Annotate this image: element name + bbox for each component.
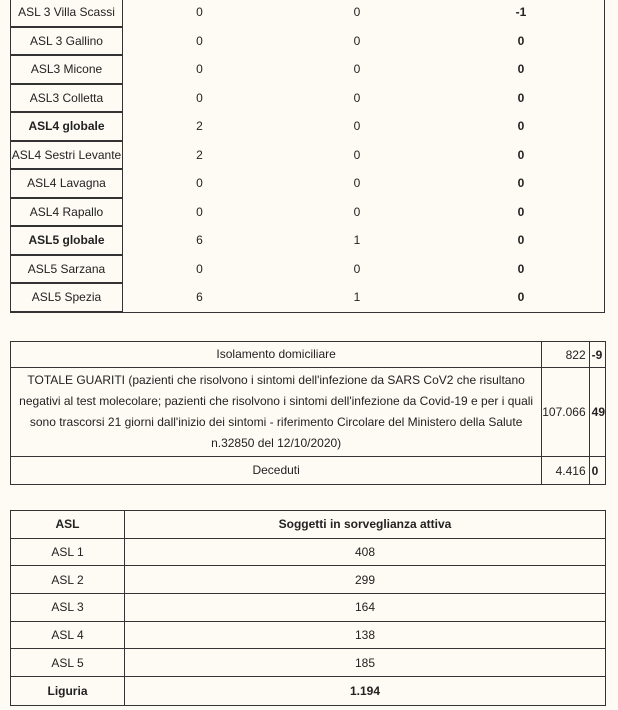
asl-cell: ASL 2	[11, 566, 125, 594]
sorveglianza-header-row	[11, 511, 605, 539]
table-row	[10, 27, 604, 56]
guariti-value: 107.066	[542, 368, 589, 457]
table-row	[11, 539, 605, 567]
value-cell: 0	[353, 176, 361, 191]
value-cell: 0	[353, 119, 361, 134]
value-cell: 0	[353, 62, 361, 77]
asl-name-cell: ASL5 Spezia	[10, 283, 123, 312]
asl-name-cell: ASL5 globale	[10, 226, 123, 255]
asl-name-cell: ASL3 Micone	[10, 55, 123, 84]
table-row	[10, 283, 604, 312]
variation-cell: 0	[517, 90, 525, 105]
asl-name-cell: ASL4 globale	[10, 112, 123, 141]
asl-name-cell: ASL4 Rapallo	[10, 198, 123, 227]
value-cell: 1	[353, 233, 361, 248]
asl-hospital-table	[10, 0, 605, 313]
asl-name-cell: ASL4 Lavagna	[10, 169, 123, 198]
table-row	[11, 622, 605, 650]
value-cell: 0	[353, 147, 361, 162]
asl-cell: ASL 4	[11, 622, 125, 650]
table-row	[10, 112, 604, 141]
deceduti-diff: 0	[591, 463, 599, 478]
count-cell: 299	[125, 566, 605, 594]
guariti-row	[11, 368, 605, 457]
table-row	[10, 226, 604, 255]
asl-name-cell: ASL 3 Gallino	[10, 27, 123, 56]
table-row	[10, 141, 604, 170]
table-row	[10, 198, 604, 227]
asl-name-cell: ASL3 Colletta	[10, 84, 123, 113]
value-cell: 0	[353, 5, 361, 20]
isolamento-row	[11, 342, 605, 368]
value-cell: 2	[196, 119, 203, 134]
total-label: Liguria	[11, 677, 125, 705]
count-cell: 185	[125, 649, 605, 677]
table-row	[10, 169, 604, 198]
value-cell: 0	[353, 90, 361, 105]
value-cell: 0	[196, 261, 203, 276]
variation-cell: 0	[517, 233, 525, 248]
asl-name-cell: ASL4 Sestri Levante	[10, 141, 123, 170]
table-row	[11, 649, 605, 677]
header-soggetti: Soggetti in sorveglianza attiva	[125, 511, 605, 539]
asl-cell: ASL 3	[11, 594, 125, 622]
value-cell: 0	[196, 33, 203, 48]
value-cell: 0	[353, 33, 361, 48]
asl-name-cell: ASL5 Sarzana	[10, 255, 123, 284]
table-row	[11, 594, 605, 622]
table-row	[11, 566, 605, 594]
deceduti-label: Deceduti	[11, 457, 542, 484]
isolamento-label: Isolamento domiciliare	[11, 342, 542, 368]
variation-cell: 0	[517, 147, 525, 162]
value-cell: 6	[196, 233, 203, 248]
count-cell: 138	[125, 622, 605, 650]
total-row	[11, 677, 605, 705]
value-cell: 0	[196, 204, 203, 219]
header-asl: ASL	[11, 511, 125, 539]
summary-table	[10, 341, 606, 485]
value-cell: 0	[196, 176, 203, 191]
variation-cell: 0	[517, 204, 525, 219]
guariti-label: TOTALE GUARITI (pazienti che risolvono i sintomi dell'infezione da SARS CoV2 che risultano negativi al test molecolare; pazienti che risolvono i sintomi dell'infezione da Covid-19 e per i quali sono trascorsi 21 giorni dall'inizio dei sintomi - riferimento Circolare del Ministero della Salute n.32850 del 12/10/2020)	[11, 368, 542, 457]
asl-name-cell: ASL 3 Villa Scassi	[10, 0, 123, 27]
total-value: 1.194	[349, 683, 381, 698]
asl-cell: ASL 5	[11, 649, 125, 677]
isolamento-diff: -9	[590, 342, 605, 368]
table-row	[10, 84, 604, 113]
value-cell: 0	[196, 62, 203, 77]
guariti-diff: 49	[590, 368, 605, 457]
value-cell: 0	[196, 90, 203, 105]
variation-cell: 0	[517, 62, 525, 77]
value-cell: 0	[353, 204, 361, 219]
value-cell: 6	[196, 290, 203, 305]
value-cell: 2	[196, 147, 203, 162]
variation-cell: 0	[517, 290, 525, 305]
deceduti-row	[11, 457, 605, 484]
variation-cell: 0	[517, 261, 525, 276]
asl-cell: ASL 1	[11, 539, 125, 567]
variation-cell: -1	[515, 5, 527, 20]
isolamento-value: 822	[542, 342, 589, 368]
variation-cell: 0	[517, 33, 525, 48]
table-row	[10, 0, 604, 27]
deceduti-value: 4.416	[542, 457, 589, 484]
count-cell: 408	[125, 539, 605, 567]
variation-cell: 0	[517, 119, 525, 134]
value-cell: 0	[353, 261, 361, 276]
variation-cell: 0	[517, 176, 525, 191]
value-cell: 0	[196, 5, 203, 20]
sorveglianza-table	[10, 510, 606, 706]
value-cell: 1	[353, 290, 361, 305]
count-cell: 164	[125, 594, 605, 622]
table-row	[10, 55, 604, 84]
table-row	[10, 255, 604, 284]
